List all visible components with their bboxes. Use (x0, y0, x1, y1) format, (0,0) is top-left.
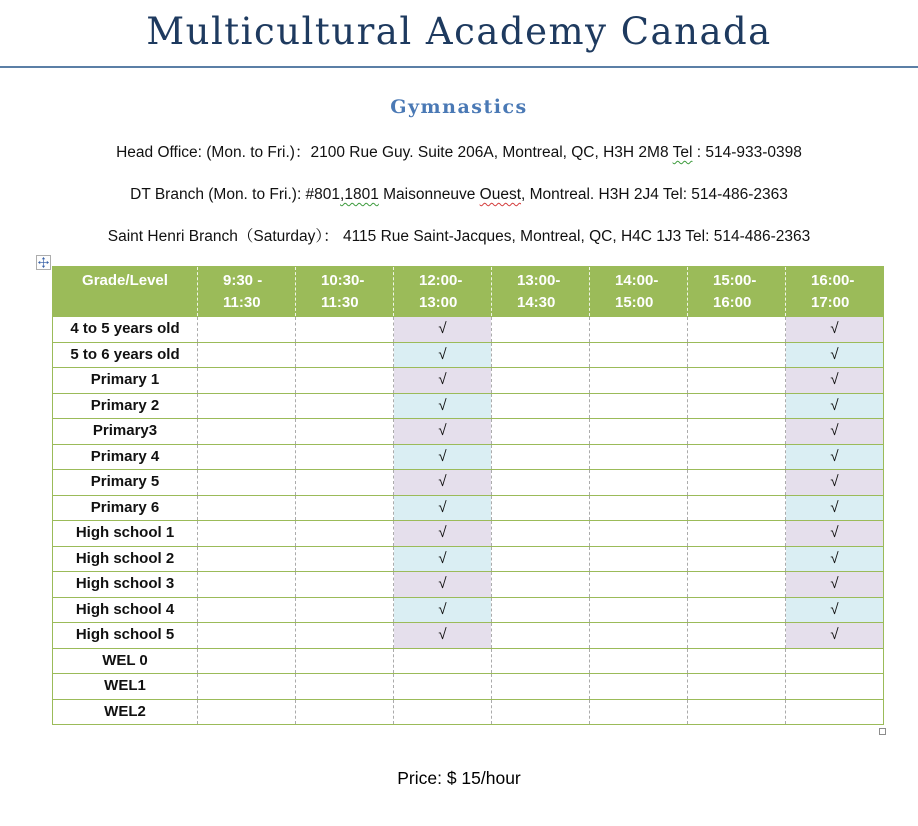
slot-cell-0930-1130 (198, 521, 296, 547)
slot-cell-1500-1600 (688, 393, 786, 419)
column-header-text: 13:00- (517, 272, 561, 289)
slot-cell-1300-1430 (492, 444, 590, 470)
slot-cell-1400-1500 (590, 699, 688, 725)
table-row (53, 597, 884, 623)
slot-cell-1200-1300: √ (394, 342, 492, 368)
column-header-1030-1130 (296, 267, 394, 317)
slot-cell-0930-1130 (198, 317, 296, 343)
slot-cell-1300-1430 (492, 572, 590, 598)
slot-cell-1030-1130 (296, 393, 394, 419)
schedule-table-container (52, 266, 883, 725)
column-header-text: Grade/Level (82, 272, 168, 289)
slot-cell-0930-1130 (198, 623, 296, 649)
slot-cell-1400-1500 (590, 674, 688, 700)
table-row (53, 623, 884, 649)
slot-cell-1030-1130 (296, 699, 394, 725)
table-header-row (53, 267, 884, 317)
slot-cell-1300-1430 (492, 597, 590, 623)
contact-text: : 514-933-0398 (692, 144, 802, 161)
schedule-table (52, 266, 884, 725)
contact-line-2 (0, 186, 918, 203)
table-row (53, 521, 884, 547)
slot-cell-1500-1600 (688, 572, 786, 598)
row-label: WEL1 (53, 674, 198, 700)
column-header-text: 17:00 (811, 294, 850, 311)
column-header-text: 11:30 (223, 294, 261, 311)
contact-text: Saint Henri Branch（Saturday）： 4115 Rue Saint-Jacques, Montreal, QC, H4C 1J3 Tel: 514-486-2363 (107, 228, 811, 245)
slot-cell-1300-1430 (492, 495, 590, 521)
column-header-1600-1700 (786, 267, 884, 317)
slot-cell-1500-1600 (688, 699, 786, 725)
table-move-handle[interactable] (36, 255, 51, 270)
slot-cell-0930-1130 (198, 393, 296, 419)
column-header-text: 14:30 (517, 294, 556, 311)
slot-cell-1030-1130 (296, 572, 394, 598)
contact-text-spellchecked: Tel (672, 144, 693, 161)
slot-cell-1300-1430 (492, 393, 590, 419)
contact-text: Maisonneuve (378, 186, 480, 203)
contact-text: , Montreal. H3H 2J4 Tel: 514-486-2363 (521, 186, 788, 203)
column-header-1500-1600 (688, 267, 786, 317)
slot-cell-1600-1700: √ (786, 342, 884, 368)
table-row (53, 699, 884, 725)
slot-cell-1300-1430 (492, 546, 590, 572)
column-header-text: 15:00- (713, 272, 757, 289)
slot-cell-1400-1500 (590, 444, 688, 470)
slot-cell-0930-1130 (198, 495, 296, 521)
slot-cell-1030-1130 (296, 546, 394, 572)
column-header-1200-1300 (394, 267, 492, 317)
slot-cell-1500-1600 (688, 648, 786, 674)
table-row (53, 495, 884, 521)
column-header-1400-1500 (590, 267, 688, 317)
slot-cell-1200-1300: √ (394, 495, 492, 521)
row-label: WEL2 (53, 699, 198, 725)
slot-cell-1600-1700: √ (786, 546, 884, 572)
slot-cell-1400-1500 (590, 393, 688, 419)
slot-cell-0930-1130 (198, 419, 296, 445)
slot-cell-1200-1300: √ (394, 546, 492, 572)
slot-cell-1600-1700: √ (786, 317, 884, 343)
table-row (53, 368, 884, 394)
slot-cell-1200-1300: √ (394, 623, 492, 649)
contact-line-1 (0, 144, 918, 161)
slot-cell-1300-1430 (492, 342, 590, 368)
slot-cell-1400-1500 (590, 495, 688, 521)
column-header-text: 11:30 (321, 294, 359, 311)
slot-cell-1400-1500 (590, 572, 688, 598)
table-resize-handle[interactable] (879, 728, 886, 735)
row-label: Primary3 (53, 419, 198, 445)
column-header-text: 10:30- (321, 272, 365, 289)
row-label: High school 3 (53, 572, 198, 598)
slot-cell-1200-1300 (394, 648, 492, 674)
table-row (53, 419, 884, 445)
slot-cell-1030-1130 (296, 674, 394, 700)
slot-cell-1300-1430 (492, 317, 590, 343)
slot-cell-1030-1130 (296, 495, 394, 521)
slot-cell-0930-1130 (198, 648, 296, 674)
contact-text-spellchecked: ,1801 (340, 186, 379, 203)
slot-cell-1500-1600 (688, 623, 786, 649)
row-label: Primary 1 (53, 368, 198, 394)
title-divider (0, 66, 918, 68)
slot-cell-1200-1300 (394, 674, 492, 700)
table-row (53, 674, 884, 700)
slot-cell-1600-1700: √ (786, 393, 884, 419)
contact-line-3 (0, 228, 918, 245)
row-label: High school 2 (53, 546, 198, 572)
column-header-0930-1130 (198, 267, 296, 317)
row-label: Primary 5 (53, 470, 198, 496)
row-label: Primary 6 (53, 495, 198, 521)
slot-cell-1500-1600 (688, 470, 786, 496)
slot-cell-1400-1500 (590, 470, 688, 496)
slot-cell-1500-1600 (688, 546, 786, 572)
slot-cell-1030-1130 (296, 470, 394, 496)
slot-cell-1600-1700: √ (786, 419, 884, 445)
slot-cell-1300-1430 (492, 419, 590, 445)
row-label: WEL 0 (53, 648, 198, 674)
row-label: 5 to 6 years old (53, 342, 198, 368)
price-text: Price: $ 15/hour (397, 768, 521, 788)
slot-cell-1300-1430 (492, 674, 590, 700)
slot-cell-1030-1130 (296, 597, 394, 623)
slot-cell-1600-1700: √ (786, 572, 884, 598)
slot-cell-1500-1600 (688, 419, 786, 445)
slot-cell-1400-1500 (590, 597, 688, 623)
column-header-1300-1430 (492, 267, 590, 317)
slot-cell-1500-1600 (688, 674, 786, 700)
slot-cell-1400-1500 (590, 623, 688, 649)
slot-cell-1030-1130 (296, 342, 394, 368)
slot-cell-1030-1130 (296, 648, 394, 674)
slot-cell-1300-1430 (492, 470, 590, 496)
column-header-grade-level (53, 267, 198, 317)
slot-cell-1500-1600 (688, 444, 786, 470)
column-header-text: 9:30 - (223, 272, 263, 289)
slot-cell-1030-1130 (296, 521, 394, 547)
slot-cell-1400-1500 (590, 368, 688, 394)
slot-cell-1600-1700 (786, 674, 884, 700)
slot-cell-0930-1130 (198, 470, 296, 496)
slot-cell-1200-1300: √ (394, 368, 492, 394)
row-label: High school 4 (53, 597, 198, 623)
contact-text: DT Branch (Mon. to Fri.): #801 (130, 186, 341, 203)
slot-cell-1200-1300: √ (394, 393, 492, 419)
slot-cell-1600-1700: √ (786, 495, 884, 521)
contact-text: Head Office: (Mon. to Fri.)：2100 Rue Guy. Suite 206A, Montreal, QC, H3H 2M8 (116, 144, 673, 161)
slot-cell-1300-1430 (492, 521, 590, 547)
slot-cell-1400-1500 (590, 419, 688, 445)
slot-cell-0930-1130 (198, 597, 296, 623)
slot-cell-1600-1700 (786, 699, 884, 725)
slot-cell-1400-1500 (590, 648, 688, 674)
column-header-text: 16:00 (713, 294, 752, 311)
slot-cell-1300-1430 (492, 648, 590, 674)
row-label: Primary 4 (53, 444, 198, 470)
slot-cell-1500-1600 (688, 495, 786, 521)
slot-cell-1030-1130 (296, 317, 394, 343)
slot-cell-1030-1130 (296, 419, 394, 445)
slot-cell-1200-1300 (394, 699, 492, 725)
table-row (53, 317, 884, 343)
table-row (53, 648, 884, 674)
table-row (53, 470, 884, 496)
slot-cell-0930-1130 (198, 368, 296, 394)
slot-cell-0930-1130 (198, 444, 296, 470)
slot-cell-0930-1130 (198, 546, 296, 572)
column-header-text: 12:00- (419, 272, 463, 289)
slot-cell-1600-1700: √ (786, 623, 884, 649)
slot-cell-1500-1600 (688, 597, 786, 623)
slot-cell-1500-1600 (688, 368, 786, 394)
slot-cell-0930-1130 (198, 674, 296, 700)
slot-cell-1500-1600 (688, 342, 786, 368)
page-title: Multicultural Academy Canada (146, 10, 772, 53)
column-header-text: 13:00 (419, 294, 458, 311)
slot-cell-1400-1500 (590, 521, 688, 547)
slot-cell-1300-1430 (492, 623, 590, 649)
slot-cell-1200-1300: √ (394, 444, 492, 470)
column-header-text: 14:00- (615, 272, 659, 289)
section-subtitle: Gymnastics (390, 96, 528, 118)
slot-cell-1200-1300: √ (394, 572, 492, 598)
slot-cell-1400-1500 (590, 317, 688, 343)
table-row (53, 572, 884, 598)
table-row (53, 393, 884, 419)
contact-text-spellchecked: Ouest (479, 186, 522, 203)
slot-cell-1300-1430 (492, 368, 590, 394)
row-label: 4 to 5 years old (53, 317, 198, 343)
slot-cell-1400-1500 (590, 342, 688, 368)
slot-cell-1030-1130 (296, 623, 394, 649)
slot-cell-1200-1300: √ (394, 521, 492, 547)
slot-cell-1030-1130 (296, 368, 394, 394)
slot-cell-1400-1500 (590, 546, 688, 572)
slot-cell-1300-1430 (492, 699, 590, 725)
move-icon (38, 257, 49, 268)
slot-cell-1500-1600 (688, 521, 786, 547)
slot-cell-1030-1130 (296, 444, 394, 470)
slot-cell-1600-1700: √ (786, 444, 884, 470)
row-label: High school 1 (53, 521, 198, 547)
row-label: Primary 2 (53, 393, 198, 419)
slot-cell-0930-1130 (198, 342, 296, 368)
slot-cell-1200-1300: √ (394, 597, 492, 623)
slot-cell-1200-1300: √ (394, 419, 492, 445)
slot-cell-0930-1130 (198, 699, 296, 725)
slot-cell-1600-1700: √ (786, 521, 884, 547)
table-row (53, 546, 884, 572)
slot-cell-1600-1700: √ (786, 597, 884, 623)
slot-cell-1600-1700: √ (786, 470, 884, 496)
table-row (53, 444, 884, 470)
column-header-text: 16:00- (811, 272, 855, 289)
slot-cell-1200-1300: √ (394, 470, 492, 496)
slot-cell-0930-1130 (198, 572, 296, 598)
contact-info (0, 144, 918, 270)
slot-cell-1600-1700: √ (786, 368, 884, 394)
slot-cell-1600-1700 (786, 648, 884, 674)
column-header-text: 15:00 (615, 294, 654, 311)
row-label: High school 5 (53, 623, 198, 649)
slot-cell-1200-1300: √ (394, 317, 492, 343)
table-row (53, 342, 884, 368)
slot-cell-1500-1600 (688, 317, 786, 343)
